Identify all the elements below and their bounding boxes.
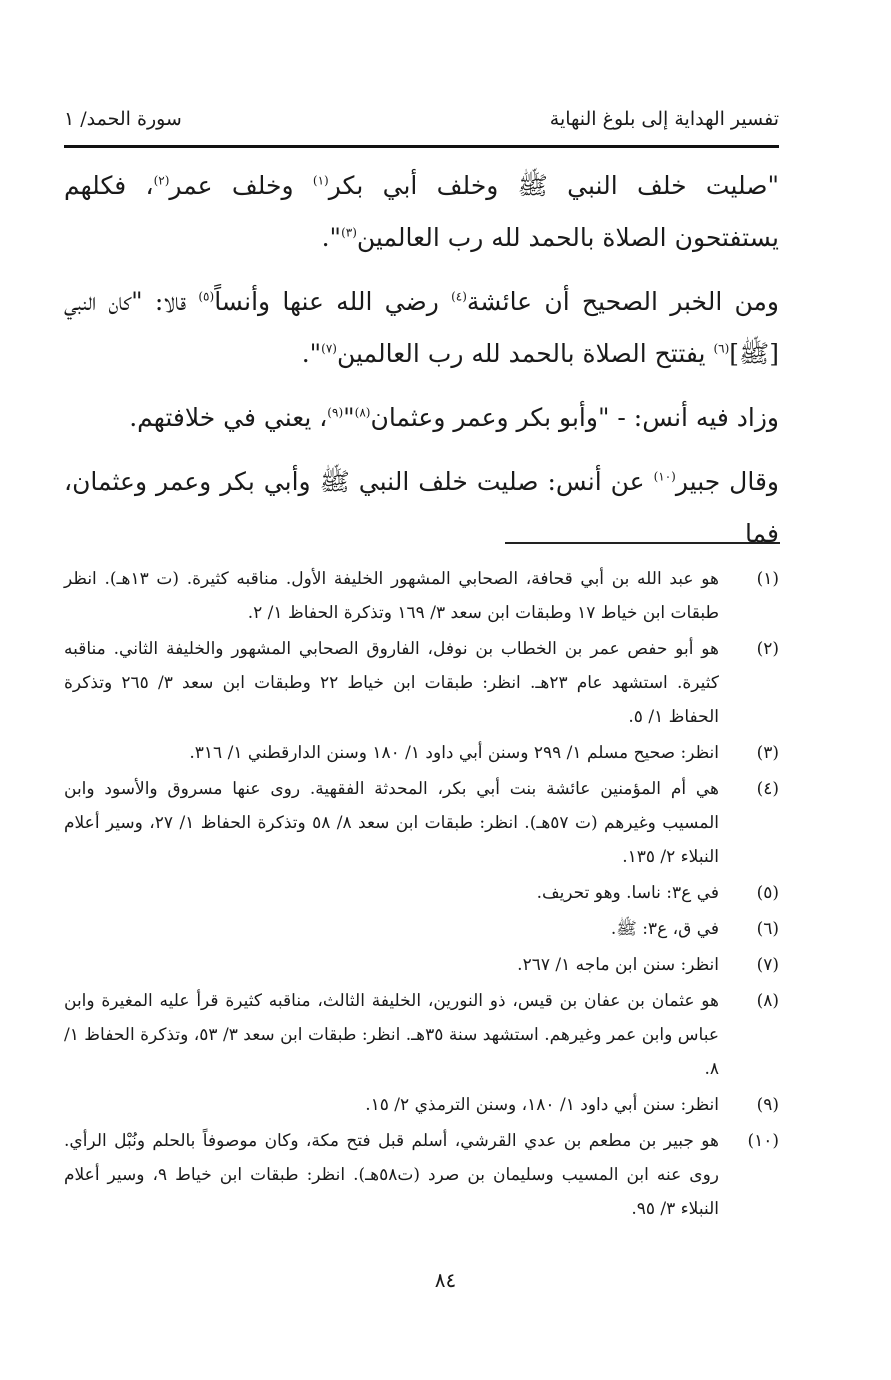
footnote-ref: (١) [312,173,329,188]
main-text [64,160,779,560]
footnote-1 [64,562,779,630]
footnote-text: هي أم المؤمنين عائشة بنت أبي بكر، المحدثة الفقهية. روى عنها مسروق والأسود وابن المسيب وغيرهم (ت ٥٧هـ). انظر: طبقات ابن سعد ٨/ ٥٨ وتذكرة الحفاظ ١/ ٢٧، وسير أعلام النبلاء ٢/ ١٣٥. [64,779,719,867]
text-run: يفتتح الصلاة بالحمد لله رب العالمين [336,339,714,368]
footnote-ref: (٣) [341,225,357,240]
text-run: وزاد فيه أنس: - "وأبو بكر وعمر وعثمان [370,403,779,432]
text-run: ، فكلهم يستفتحون الصلاة بالحمد لله رب العالمين [64,171,779,252]
footnote-number: (٦) [756,919,779,939]
footnote-ref: (٩) [327,405,344,420]
text-run: وخلف عمر [169,171,313,200]
paragraph-2 [64,276,779,380]
footnote-4 [64,772,779,874]
footnote-10 [64,1124,779,1226]
footnote-ref: (١٠) [653,469,676,484]
footnote-separator [505,542,780,544]
footnote-text: انظر: سنن أبي داود ١/ ١٨٠، وسنن الترمذي ٢/ ١٥. [365,1095,719,1115]
footnote-ref: (٧) [321,341,337,356]
text-run: رضي الله عنها وأنساً [214,287,452,316]
paragraph-3 [64,392,779,444]
text-run: ". [321,223,342,252]
footnote-number: (١٠) [747,1131,779,1151]
footnote-number: (٢) [756,639,779,659]
footnote-ref: (٢) [153,173,170,188]
footnote-text: هو أبو حفص عمر بن الخطاب بن نوفل، الفاروق الصحابي المشهور والخليفة الثاني. مناقبه كثيرة. استشهد عام ٢٣هـ. انظر: طبقات ابن خياط ٢٢ وطبقات ابن سعد ٣/ ٢٦٥ وتذكرة الحفاظ ١/ ٥. [64,639,719,727]
footnote-text: في ع٣: ناسا. وهو تحريف. [536,883,719,903]
footnote-number: (٣) [756,743,779,763]
footnote-number: (٩) [756,1095,779,1115]
running-header [64,108,779,140]
header-rule [64,145,779,148]
footnote-ref: (٤) [451,289,467,304]
footnote-ref: (٦) [713,341,730,356]
paragraph-1 [64,160,779,264]
text-run: ، يعني في خلافتهم. [129,403,328,432]
paragraph-4 [64,456,779,560]
footnotes [64,562,779,1228]
footnote-3 [64,736,779,770]
footnote-7 [64,948,779,982]
footnote-text: هو عبد الله بن أبي قحافة، الصحابي المشهور الخليفة الأول. مناقبه كثيرة. (ت ١٣هـ). انظر طبقات ابن خياط ١٧ وطبقات ابن سعد ٣/ ١٦٩ وتذكرة الحفاظ ١/ ٢. [64,569,719,623]
footnote-number: (٥) [756,883,779,903]
footnote-text: هو عثمان بن عفان بن قيس، ذو النورين، الخليفة الثالث، مناقبه كثيرة قرأ عليه المغيرة وابن عباس وابن عمر وغيرهم. استشهد سنة ٣٥هـ. انظر: طبقات ابن سعد ٣/ ٥٣، وتذكرة الحفاظ ١/ ٨. [64,991,719,1079]
footnote-number: (٨) [756,991,779,1011]
page-number: ٨٤ [434,1268,457,1292]
footnote-number: (٤) [756,779,779,799]
surah-label: سورة الحمد/ ١ [64,108,182,130]
footnote-8 [64,984,779,1086]
footnote-ref: (٨) [354,405,371,420]
text-run: ". [301,339,322,368]
footnote-text: انظر: صحيح مسلم ١/ ٢٩٩ وسنن أبي داود ١/ ١٨٠ وسنن الدارقطني ١/ ٣١٦. [189,743,719,763]
text-run: عن أنس: صليت خلف النبي ﷺ وأبي بكر وعمر وعثمان، فما [64,467,779,548]
book-title: تفسير الهداية إلى بلوغ النهاية [549,108,779,130]
footnote-number: (١) [756,569,779,589]
text-run: ومن الخبر الصحيح أن عائشة [466,287,780,316]
text-run: قالا: "كان النبي [ﷺ] [64,287,779,368]
text-run: " [343,403,355,432]
footnote-5 [64,876,779,910]
footnote-2 [64,632,779,734]
footnote-text: انظر: سنن ابن ماجه ١/ ٢٦٧. [517,955,719,975]
text-run: وقال جبير [675,467,779,496]
footnote-text: هو جبير بن مطعم بن عدي القرشي، أسلم قبل فتح مكة، وكان موصوفاً بالحلم ونُبْل الرأي. روى عنه ابن المسيب وسليمان بن صرد (ت٥٨هـ). انظر: طبقات ابن خياط ٩، وسير أعلام النبلاء ٣/ ٩٥. [64,1131,720,1219]
footnote-text: في ق، ع٣: ﷺ. [610,919,719,939]
text-run: "صليت خلف النبي ﷺ وخلف أبي بكر [328,171,779,200]
footnote-ref: (٥) [198,289,215,304]
footnote-number: (٧) [756,955,779,975]
footnote-9 [64,1088,779,1122]
footnote-6 [64,912,779,946]
